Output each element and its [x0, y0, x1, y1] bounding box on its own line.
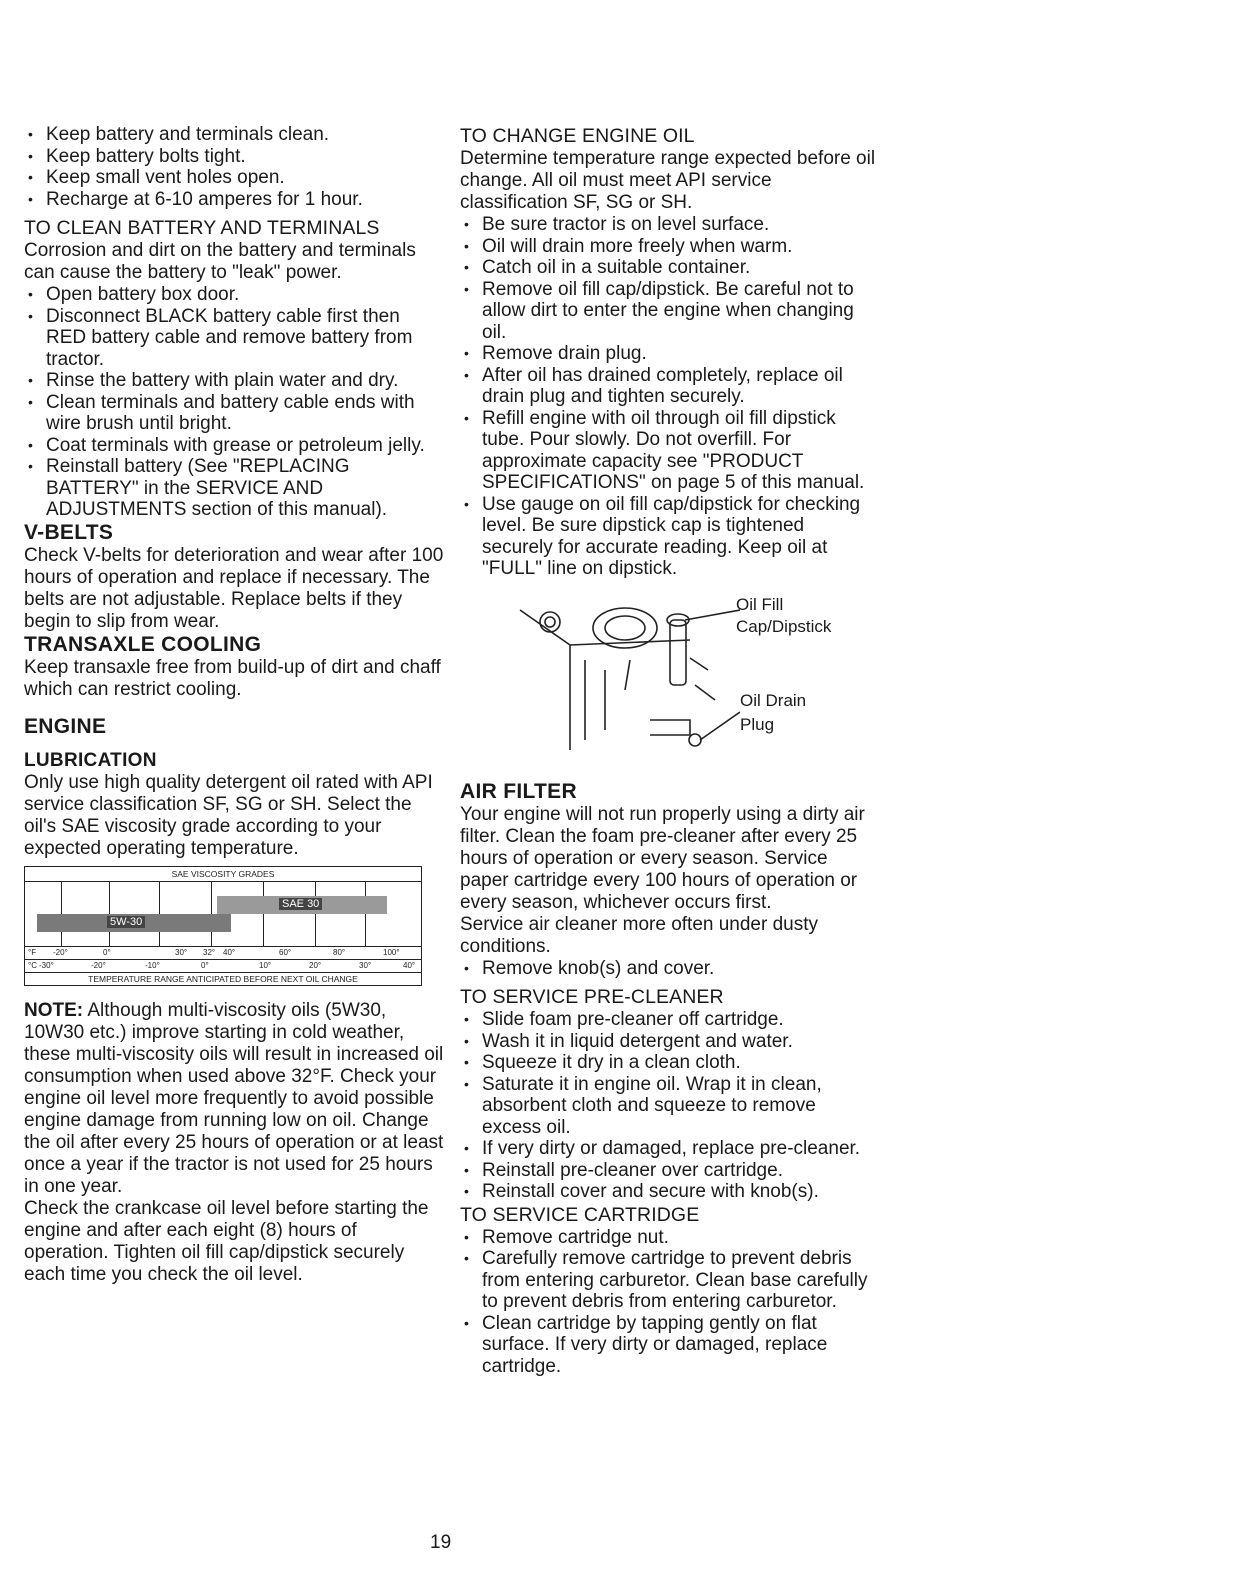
list-item: • Keep battery bolts tight. [28, 145, 246, 167]
vbelts-text: Check V-belts for deterioration and wear after 100 hours of operation and replace if necessary. The belts are not adjustable. Replace belts if they begin to slip from wear. [24, 544, 444, 632]
vbelts-title: V-BELTS [24, 520, 114, 544]
note-paragraph: NOTE: Although multi-viscosity oils (5W30, 10W30 etc.) improve starting in cold weather, these multi-viscosity oils will result in increased oil consumption when used above 32°F. Check your engine oil level more frequently to avoid possible engine damage from running low on oil. Change the oil after every 25 hours of operation or at least once a year if the tractor is not used for 25 hours in one year. [24, 999, 444, 1197]
precleaner-heading: TO SERVICE PRE-CLEANER [460, 986, 724, 1008]
list-item: • Squeeze it dry in a clean cloth. [464, 1052, 741, 1073]
crankcase-paragraph: Check the crankcase oil level before starting the engine and after each eight (8) hours of operation. Tighten oil fill cap/dipstick securely each time you check the oil level. [24, 1197, 429, 1285]
clean-battery-heading: TO CLEAN BATTERY AND TERMINALS [24, 217, 380, 239]
left-column [24, 124, 444, 1286]
list-item: • Remove knob(s) and cover. [464, 957, 715, 979]
lubrication-title: LUBRICATION [24, 749, 157, 771]
change-oil-list [460, 214, 880, 580]
list-item: • Be sure tractor is on level surface. [464, 214, 770, 235]
list-item: • Oil will drain more freely when warm. [464, 235, 793, 257]
remove-cover-list [460, 958, 880, 980]
list-item: • Reinstall pre-cleaner over cartridge. [464, 1159, 783, 1181]
oil-drain-label-line1: Oil Drain [740, 690, 807, 710]
cartridge-list [460, 1227, 880, 1378]
list-item: • If very dirty or damaged, replace pre-cleaner. [464, 1138, 861, 1159]
viscosity-chart-grid [25, 882, 421, 947]
viscosity-chart-title: SAE VISCOSITY GRADES [25, 867, 421, 882]
bar-5w30: 5W-30 [37, 914, 231, 932]
change-oil-heading: TO CHANGE ENGINE OIL [460, 125, 695, 147]
list-item: • Coat terminals with grease or petroleum jelly. [28, 434, 425, 456]
list-item: • Clean terminals and battery cable ends with wire brush until bright. [28, 391, 415, 434]
clean-battery-list [24, 284, 444, 521]
right-column [460, 124, 880, 1377]
list-item: • Use gauge on oil fill cap/dipstick for checking level. Be sure dipstick cap is tightened securely for accurate reading. Keep oil at "FULL" line on dipstick. [464, 493, 861, 579]
list-item: • After oil has drained completely, replace oil drain plug and tighten securely. [464, 364, 843, 407]
list-item: • Clean cartridge by tapping gently on flat surface. If very dirty or damaged, replace cartridge. [464, 1312, 828, 1377]
oil-drain-label-line2: Plug [740, 714, 775, 734]
list-item: • Catch oil in a suitable container. [464, 257, 751, 278]
celsius-scale: °C -30° -20° -10° 0° 10° 20° 30° 40° [25, 960, 421, 973]
list-item: • Carefully remove cartridge to prevent debris from entering carburetor. Clean base carefully to prevent debris from entering carburetor. [464, 1248, 868, 1312]
battery-care-list [24, 124, 444, 210]
cartridge-heading: TO SERVICE CARTRIDGE [460, 1203, 700, 1226]
list-item: • Slide foam pre-cleaner off cartridge. [464, 1009, 784, 1030]
list-item: • Wash it in liquid detergent and water. [464, 1030, 793, 1052]
list-item: • Recharge at 6-10 amperes for 1 hour. [28, 188, 363, 210]
list-item: • Remove cartridge nut. [464, 1226, 669, 1248]
list-item: • Keep small vent holes open. [28, 167, 285, 188]
list-item: • Refill engine with oil through oil fill dipstick tube. Pour slowly. Do not overfill. For approximate capacity see "PRODUCT SPECIFICATIONS" on page 5 of this manual. [464, 407, 865, 493]
change-oil-intro: Determine temperature range expected before oil change. All oil must meet API service classification SF, SG or SH. [460, 148, 876, 213]
oil-fill-drain-diagram [460, 594, 880, 770]
transaxle-title: TRANSAXLE COOLING [24, 632, 262, 656]
list-item: • Remove oil fill cap/dipstick. Be careful not to allow dirt to enter the engine when changing oil. [464, 278, 854, 343]
list-item: • Remove drain plug. [464, 343, 647, 364]
page-number: 19 [430, 1532, 452, 1553]
list-item: • Keep battery and terminals clean. [28, 124, 330, 145]
list-item: • Reinstall battery (See "REPLACING BATTERY" in the SERVICE AND ADJUSTMENTS section of this manual). [28, 456, 388, 520]
precleaner-list [460, 1009, 880, 1203]
engine-title: ENGINE [24, 714, 107, 738]
dusty-conditions-text: Service air cleaner more often under dusty conditions. [460, 913, 819, 957]
bar-sae30: SAE 30 [217, 896, 387, 914]
lubrication-text: Only use high quality detergent oil rated with API service classification SF, SG or SH. Select the oil's SAE viscosity grade according to your expected operating temperature. [24, 771, 433, 859]
engine-illustration [510, 600, 740, 765]
viscosity-chart-footer: TEMPERATURE RANGE ANTICIPATED BEFORE NEXT OIL CHANGE [88, 973, 358, 984]
oil-fill-label-line2: Cap/Dipstick [736, 616, 832, 636]
list-item: • Open battery box door. [28, 284, 240, 305]
list-item: • Reinstall cover and secure with knob(s). [464, 1181, 819, 1202]
air-filter-text: Your engine will not run properly using a dirty air filter. Clean the foam pre-cleaner after every 25 hours of operation or every season. Service paper cartridge every 100 hours of operation or every season, whichever occurs first. [460, 803, 865, 913]
list-item: • Rinse the battery with plain water and dry. [28, 370, 399, 391]
oil-fill-label-line1: Oil Fill [736, 594, 784, 614]
sae-viscosity-chart [24, 866, 422, 986]
transaxle-text: Keep transaxle free from build-up of dirt and chaff which can restrict cooling. [24, 656, 441, 700]
fahrenheit-scale: °F -20° 0° 30° 32° 40° 60° 80° 100° [25, 947, 421, 960]
air-filter-title: AIR FILTER [460, 779, 577, 803]
clean-battery-intro: Corrosion and dirt on the battery and terminals can cause the battery to "leak" power. [24, 240, 416, 283]
list-item: • Disconnect BLACK battery cable first then RED battery cable and remove battery from tractor. [28, 305, 413, 370]
list-item: • Saturate it in engine oil. Wrap it in clean, absorbent cloth and squeeze to remove excess oil. [464, 1073, 822, 1138]
